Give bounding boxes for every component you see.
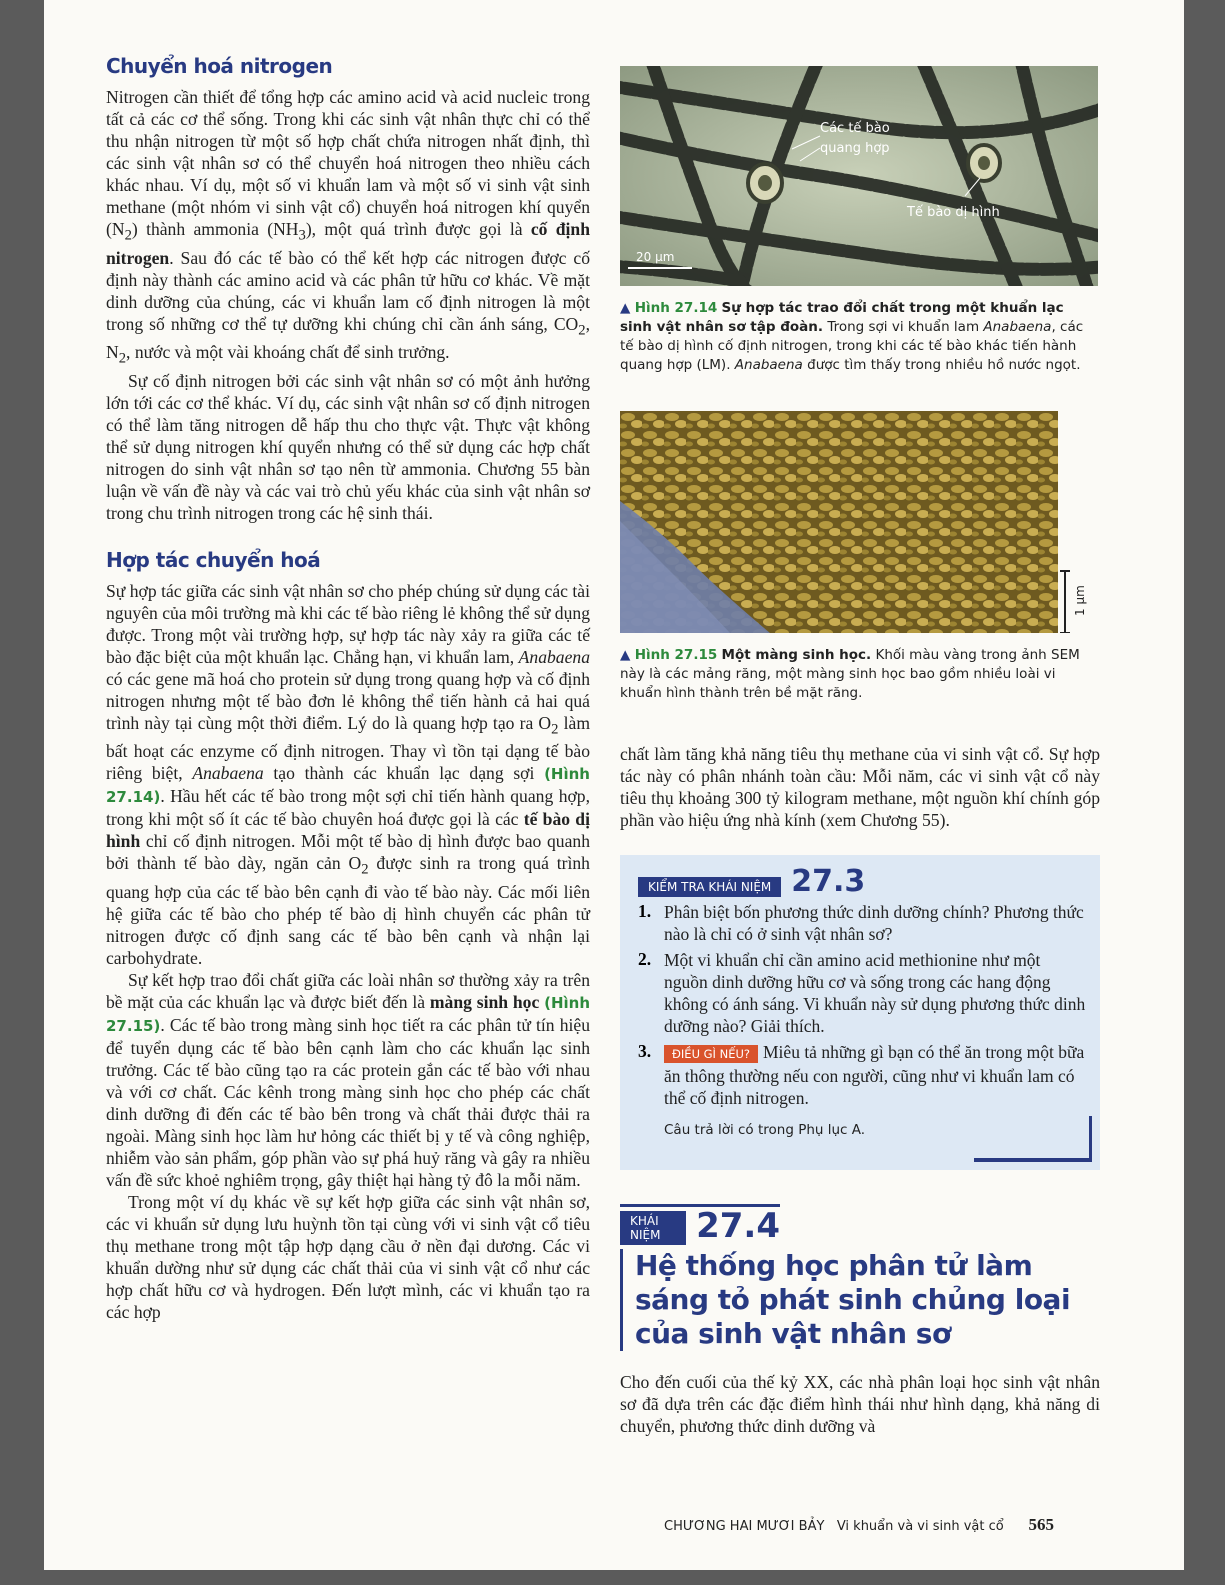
question-2: 2. Một vi khuẩn chỉ cần amino acid methionine như một nguồn dinh dưỡng hữu cơ và sống trong các hang động không có ánh sáng. Vi khuẩn này sử dụng phương thức dinh dưỡng nào? Giải thích. bbox=[638, 949, 1086, 1036]
concept-27-4 bbox=[620, 1204, 1100, 1437]
label-photosynthetic-cells: Các tế bào quang hợp bbox=[820, 121, 890, 156]
term-biofilm: màng sinh học bbox=[429, 991, 540, 1012]
concept-check-tag: KIỂM TRA KHÁI NIỆM bbox=[638, 877, 781, 897]
what-if-badge: ĐIỀU GÌ NẾU? bbox=[664, 1045, 758, 1063]
concept-title: Hệ thống học phân tử làm sáng tỏ phát sinh chủng loại của sinh vật nhân sơ bbox=[635, 1249, 1071, 1350]
answer-note: Câu trả lời có trong Phụ lục A. bbox=[664, 1122, 866, 1138]
caption-27-15: ▲ Hình 27.15 Một màng sinh học. Khối màu vàng trong ảnh SEM này là các mảng răng, một màng sinh học bao gồm nhiều loài vi khuẩn hình thành trên bề mặt răng. bbox=[620, 647, 1080, 701]
paragraph-right-continued: chất làm tăng khả năng tiêu thụ methane của vi sinh vật cổ. Sự hợp tác này có phân nhánh toàn cầu: Mỗi năm, các vi sinh vật cổ này tiêu thụ khoảng 300 tỷ kilogram methane, một nguồn khí chính góp phần vào hiệu ứng nhà kính (xem Chương 55). bbox=[620, 744, 1100, 830]
right-column bbox=[620, 66, 1100, 1437]
caption-27-14: ▲ Hình 27.14 Sự hợp tác trao đổi chất trong một khuẩn lạc sinh vật nhân sơ tập đoàn. Trong sợi vi khuẩn lam Anabaena, các tế bào dị hình cố định nitrogen, trong khi các tế bào khác tiến hành quang hợp (LM). Anabaena được tìm thấy trong nhiều hồ nước ngọt. bbox=[620, 300, 1084, 373]
page-number: 565 bbox=[1028, 1515, 1055, 1534]
paragraph-cooperation-3: Trong một ví dụ khác về sự kết hợp giữa các sinh vật nhân sơ, các vi khuẩn sử dụng lưu huỳnh tồn tại cùng với vi sinh vật cổ tiêu thụ methane trong một tập hợp dạng cầu ở nền đại dương. Các vi khuẩn dường như sử dụng các chất thải của vi sinh vật cổ như các hợp chất hữu cơ và hydrogen. Đến lượt mình, các vi khuẩn tạo ra các hợp bbox=[106, 1191, 590, 1322]
concept-check-number: 27.3 bbox=[791, 864, 866, 899]
figure-27-15 bbox=[620, 411, 1098, 703]
paragraph-cooperation-1: Sự hợp tác giữa các sinh vật nhân sơ cho phép chúng sử dụng các tài nguyên của môi trường mà khi các tế bào riêng lẻ không thể sử dụng được. Trong một vài trường hợp, sự hợp tác này xảy ra giữa các tế bào đặc biệt của một khuẩn lạc. Chẳng hạn, vi khuẩn lam, Anabaena có các gene mã hoá cho protein sử dụng trong quang hợp và cố định nitrogen nhưng một tế bào đơn lẻ không thể tiến hành cả hai quá trình này tại cùng một thời điểm. Lý do là quang hợp tạo ra $O_2$ làm bất hoạt các enzyme cố định nitrogen. Thay vì tồn tại dạng tế bào riêng biệt, Anabaena tạo thành các khuẩn lạc dạng sợi (Hình 27.14). Hầu hết các tế bào trong một sợi chỉ tiến hành quang hợp, trong khi một số ít các tế bào chuyên hoá được gọi là các tế bào dị hình chỉ cố định nitrogen. Mỗi một tế bào dị hình được bao quanh bởi thành tế bào dày, ngăn cản $O_2$ được sinh ra trong quá trình quang hợp của các tế bào bên cạnh đi vào tế bào này. Các mối liên hệ giữa các tế bào cho phép tế bào dị hình chuyển các phân tử nitrogen được cố định sang các tế bào bên cạnh và nhận lại carbohydrate. bbox=[106, 580, 590, 968]
paragraph-cooperation-2: Sự kết hợp trao đổi chất giữa các loài nhân sơ thường xảy ra trên bề mặt của các khuẩn lạc và được biết đến là màng sinh học (Hình 27.15). Các tế bào trong màng sinh học tiết ra các phân tử tín hiệu để tuyển dụng các tế bào bên cạnh làm cho các khuẩn lạc sinh trưởng. Các tế bào cũng tạo ra các protein gắn các tế bào với nhau và với cơ chất. Các kênh trong màng sinh học cho phép các chất dinh dưỡng đi đến các tế bào bên trong và chất thải được thải ra ngoài. Màng sinh học làm hư hỏng các thiết bị y tế và công nghiệp, nhiễm vào sản phẩm, góp phần vào sự phá huỷ răng và gây ra nhiều vấn đề sức khoẻ nghiêm trọng, gây thiệt hại hàng tỷ đô la mỗi năm. bbox=[106, 969, 591, 1190]
heading-nitrogen: Chuyển hoá nitrogen bbox=[106, 54, 333, 78]
concept-body: Cho đến cuối của thế kỷ XX, các nhà phân loại học sinh vật nhân sơ đã dựa trên các đặc điểm hình thái như hình dạng, khả năng di chuyển, phương thức dinh dưỡng và bbox=[620, 1372, 1100, 1436]
page bbox=[44, 0, 1184, 1570]
concept-header bbox=[620, 1204, 780, 1245]
footer-topic: Vi khuẩn và vi sinh vật cổ bbox=[836, 1519, 1004, 1534]
figure-ref-27-15[interactable]: (Hình 27.15) bbox=[106, 993, 591, 1035]
scale-label-20um: 20 µm bbox=[636, 250, 675, 264]
anabaena-micrograph bbox=[620, 66, 1098, 286]
concept-tag: KHÁI NIỆM bbox=[620, 1211, 686, 1245]
concept-check-box bbox=[620, 855, 1100, 1170]
figure-27-14 bbox=[620, 66, 1098, 375]
concept-check-header bbox=[638, 864, 1086, 899]
page-footer bbox=[664, 1515, 1054, 1535]
left-column bbox=[106, 54, 590, 1323]
label-heterocyst: Tế bào dị hình bbox=[907, 205, 1000, 220]
term-heterocyst: tế bào dị hình bbox=[106, 809, 590, 852]
question-1: 1. Phân biệt bốn phương thức dinh dưỡng chính? Phương thức nào là chỉ có ở sinh vật nhân sơ? bbox=[638, 901, 1084, 944]
biofilm-sem-image bbox=[620, 411, 1098, 633]
paragraph-nitrogen-2: Sự cố định nitrogen bởi các sinh vật nhân sơ có một ảnh hưởng lớn tới các cơ thể khác. Ví dụ, các sinh vật nhân sơ cố định nitrogen có thể làm tăng nitrogen dễ hấp thu cho thực vật. Thực vật không thể sử dụng nitrogen khí quyển nhưng có thể sử dụng các hợp chất nitrogen do sinh vật nhân sơ tạo nên từ ammonia. Chương 55 bàn luận về vấn đề này và các vai trò chủ yếu khác của sinh vật nhân sơ trong chu trình nitrogen trong các hệ sinh thái. bbox=[106, 370, 590, 523]
figure-ref-27-14[interactable]: (Hình 27.14) bbox=[106, 765, 590, 807]
scale-label-1um: 1 µm bbox=[1073, 585, 1087, 616]
paragraph-nitrogen-1: Nitrogen cần thiết để tổng hợp các amino acid và acid nucleic trong tất cả các cơ thể sống. Trong khi các sinh vật nhân thực chỉ có thể thu nhận nitrogen từ một số hợp chất chứa nitrogen nhất định, thì các sinh vật nhân sơ có thể chuyển hoá nitrogen theo nhiều cách khác nhau. Ví dụ, một số vi khuẩn lam và một số vi sinh vật sinh methane (một nhóm vi sinh vật cổ) chuyển hoá nitrogen khí quyển $(N_2)$ thành ammonia $(NH_3)$, một quá trình được gọi là cố định nitrogen. Sau đó các tế bào có thể kết hợp các nitrogen được cố định này thành các amino acid và các phân tử hữu cơ khác. Về mặt dinh dưỡng của chúng, các vi khuẩn lam cố định nitrogen là một trong số những cơ thể tự dưỡng khi chúng chỉ cần ánh sáng, $CO_2$, $N_2$, nước và một vài khoáng chất để sinh trưởng. bbox=[106, 87, 590, 367]
footer-chapter: CHƯƠNG HAI MƯƠI BẢY bbox=[664, 1519, 825, 1534]
term-nitrogen-fixation: cố định nitrogen bbox=[106, 219, 590, 268]
heading-cooperation: Hợp tác chuyển hoá bbox=[106, 547, 321, 572]
concept-number: 27.4 bbox=[696, 1206, 780, 1246]
question-3: 3. ĐIỀU GÌ NẾU? Miêu tả những gì bạn có thể ăn trong một bữa ăn thông thường nếu con người, cũng như vi khuẩn lam có thể cố định nitrogen. bbox=[638, 1041, 1085, 1108]
